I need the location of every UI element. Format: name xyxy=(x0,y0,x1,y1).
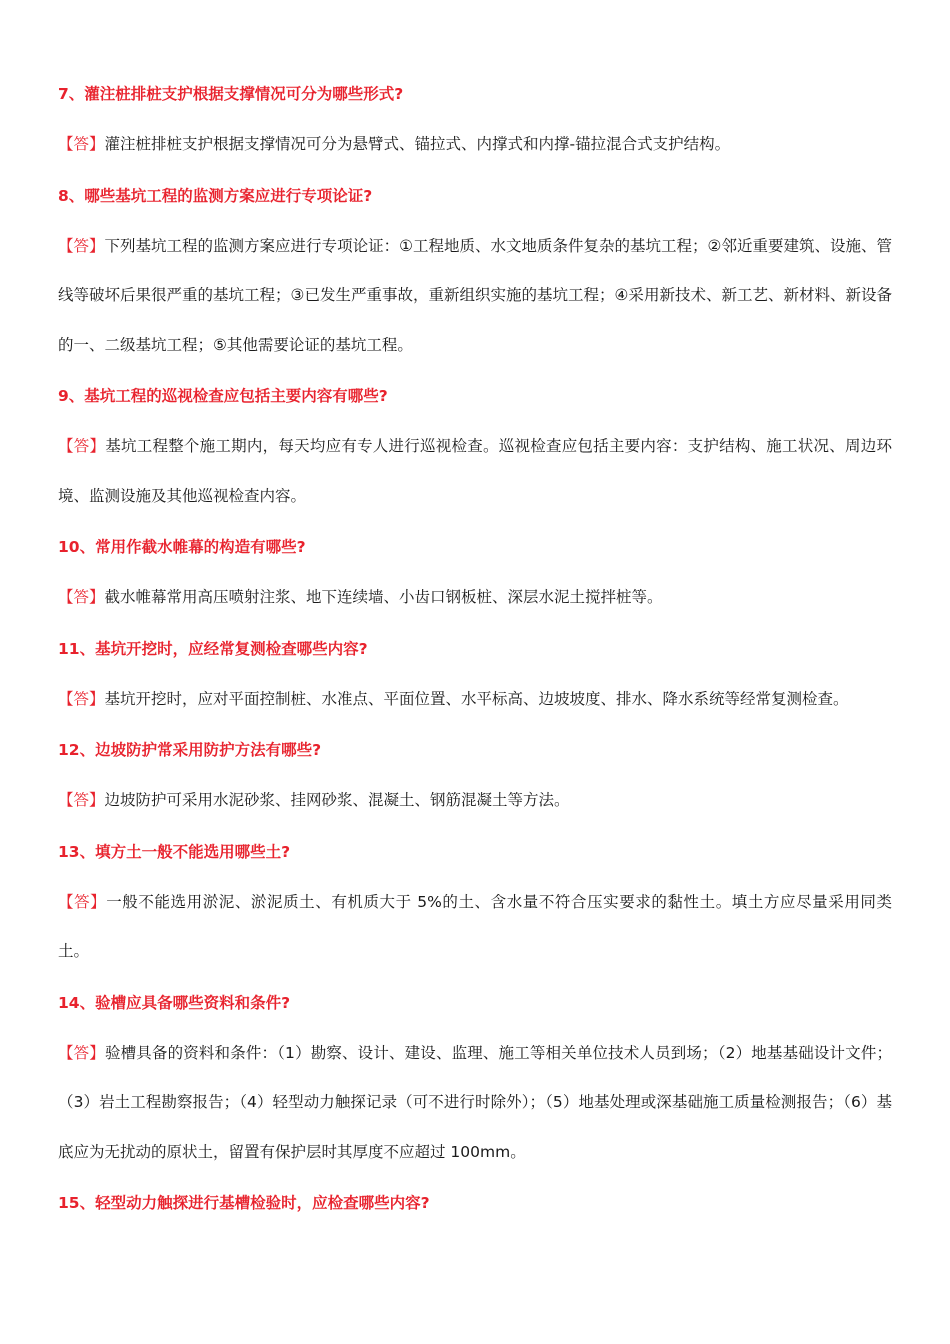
answer-paragraph xyxy=(58,120,892,170)
answer-text: 边坡防护可采用水泥砂浆、挂网砂浆、混凝土、钢筋混凝土等方法。 xyxy=(104,791,570,809)
answer-paragraph xyxy=(58,422,892,521)
question-heading: 13、填方土一般不能选用哪些土? xyxy=(58,842,291,861)
answer-paragraph xyxy=(58,222,892,371)
question-heading: 9、基坑工程的巡视检查应包括主要内容有哪些? xyxy=(58,387,388,405)
answer-paragraph xyxy=(58,878,892,977)
answer-text: 截水帷幕常用高压喷射注浆、地下连续墙、小齿口钢板桩、深层水泥土搅拌桩等。 xyxy=(104,588,663,606)
question-heading: 12、边坡防护常采用防护方法有哪些? xyxy=(58,741,322,759)
answer-tag: 【答】 xyxy=(58,588,105,606)
answer-text: 下列基坑工程的监测方案应进行专项论证：①工程地质、水文地质条件复杂的基坑工程；②邻近重要建筑、设施、管线等破坏后果很严重的基坑工程；③已发生严重事故，重新组织实施的基坑工程；④采用新技术、新工艺、新材料、新设备的一、二级基坑工程；⑤其他需要论证的基坑工程。 xyxy=(58,236,892,354)
answer-text: 基坑开挖时，应对平面控制桩、水准点、平面位置、水平标高、边坡坡度、排水、降水系统等经常复测检查。 xyxy=(104,689,849,708)
answer-text: 基坑工程整个施工期内，每天均应有专人进行巡视检查。巡视检查应包括主要内容：支护结构、施工状况、周边环境、监测设施及其他巡视检查内容。 xyxy=(58,437,892,505)
question-heading: 7、灌注桩排桩支护根据支撑情况可分为哪些形式? xyxy=(58,85,404,103)
answer-tag: 【答】 xyxy=(58,1043,105,1062)
answer-tag: 【答】 xyxy=(58,135,105,153)
answer-paragraph xyxy=(58,1029,892,1178)
answer-text: 验槽具备的资料和条件：（1）勘察、设计、建设、监理、施工等相关单位技术人员到场；（2）地基基础设计文件；（3）岩土工程勘察报告；（4）轻型动力触探记录（可不进行时除外）；（5）地基处理或深基础施工质量检测报告；（6）基底应为无扰动的原状土，留置有保护层时其厚度不应超过 100mm。 xyxy=(58,1043,892,1161)
answer-paragraph xyxy=(58,776,892,826)
answer-tag: 【答】 xyxy=(58,892,107,911)
question-heading: 11、基坑开挖时，应经常复测检查哪些内容? xyxy=(58,639,368,658)
qa-item-8 xyxy=(58,184,892,371)
answer-tag: 【答】 xyxy=(58,791,105,809)
qa-item-7 xyxy=(58,82,892,170)
answer-paragraph xyxy=(58,675,892,725)
question-heading: 14、验槽应具备哪些资料和条件? xyxy=(58,993,291,1012)
qa-item-13 xyxy=(58,840,892,977)
qa-item-12 xyxy=(58,738,892,826)
question-heading: 15、轻型动力触探进行基槽检验时，应检查哪些内容? xyxy=(58,1194,430,1212)
answer-text: 一般不能选用淤泥、淤泥质土、有机质大于 5%的土、含水量不符合压实要求的黏性土。填土方应尽量采用同类土。 xyxy=(58,892,892,960)
qa-item-10 xyxy=(58,535,892,623)
answer-tag: 【答】 xyxy=(58,437,106,455)
question-heading: 10、常用作截水帷幕的构造有哪些? xyxy=(58,538,306,556)
qa-item-14 xyxy=(58,991,892,1178)
qa-item-11 xyxy=(58,637,892,725)
qa-item-9 xyxy=(58,384,892,521)
answer-tag: 【答】 xyxy=(58,236,105,255)
answer-paragraph xyxy=(58,573,892,623)
qa-item-15 xyxy=(58,1191,892,1215)
answer-tag: 【答】 xyxy=(58,689,105,708)
answer-text: 灌注桩排桩支护根据支撑情况可分为悬臂式、锚拉式、内撑式和内撑-锚拉混合式支护结构。 xyxy=(104,135,731,153)
question-heading: 8、哪些基坑工程的监测方案应进行专项论证? xyxy=(58,186,373,205)
